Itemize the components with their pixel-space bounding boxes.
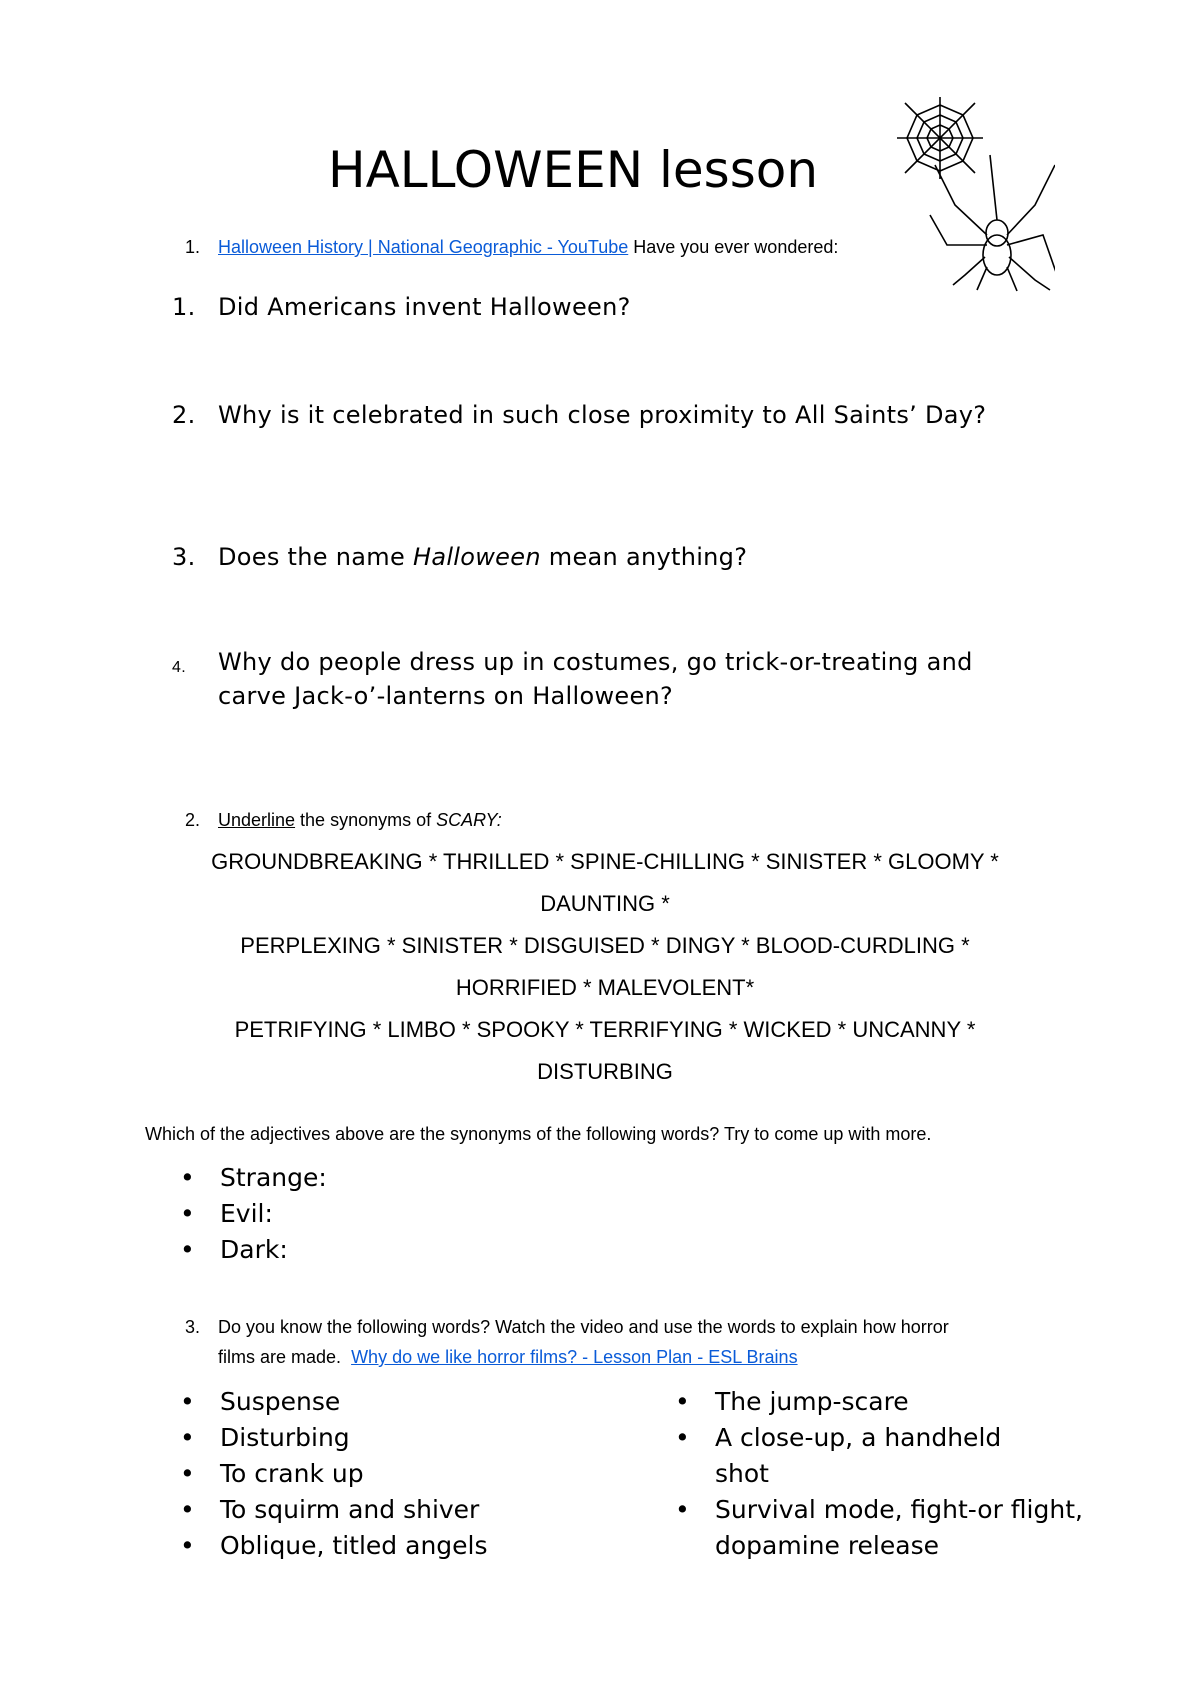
section-2-heading: [218, 808, 502, 832]
page-title: HALLOWEEN lesson: [328, 141, 819, 199]
list-item: [180, 1160, 580, 1196]
question-number: 1.: [172, 293, 196, 321]
section-1-intro: Have you ever wondered:: [628, 237, 839, 257]
list-item: [180, 1384, 620, 1420]
bullet-icon: •: [675, 1387, 690, 1416]
bullet-text: Suspense: [220, 1387, 341, 1416]
list-item: [675, 1384, 1095, 1420]
bullet-icon: •: [180, 1235, 195, 1264]
question-text: Did Americans invent Halloween?: [218, 293, 631, 321]
list-item: [172, 290, 1072, 330]
bullet-text: Dark:: [220, 1235, 288, 1264]
list-item: [180, 1528, 620, 1564]
word-line: PERPLEXING * SINISTER * DISGUISED * DINGY * BLOOD-CURDLING *: [240, 933, 970, 958]
section-3-line-1: Do you know the following words? Watch the video and use the words to explain how horror: [218, 1317, 949, 1337]
section-2-number: 2.: [185, 810, 201, 830]
video-link-esl-brains[interactable]: Why do we like horror films? - Lesson Plan - ESL Brains: [351, 1347, 798, 1367]
list-item: [180, 1492, 620, 1528]
section-3-text: films are made.: [218, 1347, 342, 1367]
question-number: 4.: [172, 659, 186, 676]
bullet-text: Survival mode, fight-or flight, dopamine release: [715, 1495, 1083, 1560]
section-2-keyword: SCARY:: [436, 810, 502, 830]
word-line: GROUNDBREAKING * THRILLED * SPINE-CHILLING * SINISTER * GLOOMY *: [211, 849, 999, 874]
question-text: Why do people dress up in costumes, go trick-or-treating and carve Jack-o’-lanterns on Halloween?: [218, 648, 973, 710]
list-item: [180, 1232, 580, 1268]
bullet-icon: •: [675, 1423, 690, 1452]
question-text: [218, 540, 1058, 574]
bullet-icon: •: [180, 1459, 195, 1488]
section-3-number: 3.: [185, 1317, 201, 1337]
question-text-part: Does the name: [218, 543, 413, 571]
question-text-part: mean anything?: [540, 543, 748, 571]
list-item: [172, 540, 1072, 580]
bullet-icon: •: [180, 1531, 195, 1560]
bullet-icon: •: [180, 1495, 195, 1524]
list-item: [180, 1456, 620, 1492]
bullet-icon: •: [180, 1163, 195, 1192]
bullet-text: A close-up, a handheld shot: [715, 1423, 1002, 1488]
bullet-icon: •: [675, 1495, 690, 1524]
bullet-text: Evil:: [220, 1199, 273, 1228]
bullet-text: To squirm and shiver: [220, 1495, 480, 1524]
question-text: Why is it celebrated in such close proximity to All Saints’ Day?: [218, 401, 987, 429]
list-item: [675, 1492, 1095, 1564]
list-item: [675, 1420, 1095, 1492]
question-number: 3.: [172, 543, 196, 571]
bullet-text: Oblique, titled angels: [220, 1531, 488, 1560]
bullet-icon: •: [180, 1387, 195, 1416]
section-1-number: 1.: [185, 237, 201, 257]
underline-word: Underline: [218, 810, 296, 830]
synonym-prompt: Which of the adjectives above are the synonyms of the following words? Try to come up with more.: [145, 1124, 932, 1144]
word-line: PETRIFYING * LIMBO * SPOOKY * TERRIFYING * WICKED * UNCANNY *: [234, 1017, 976, 1042]
word-line: DAUNTING *: [540, 891, 670, 916]
list-item: [180, 1420, 620, 1456]
list-item: [180, 1196, 580, 1232]
question-italic-word: Halloween: [412, 543, 541, 571]
bullet-text: Strange:: [220, 1163, 327, 1192]
list-item: [172, 398, 1072, 470]
bullet-icon: •: [180, 1199, 195, 1228]
bullet-text: Disturbing: [220, 1423, 350, 1452]
video-link-national-geographic[interactable]: Halloween History | National Geographic - YouTube: [218, 237, 629, 257]
question-number: 2.: [172, 401, 196, 429]
word-line: DISTURBING: [537, 1059, 673, 1084]
section-3-line-2: [218, 1345, 798, 1369]
word-line: HORRIFIED * MALEVOLENT*: [455, 975, 755, 1000]
section-2-text: the synonyms of: [295, 810, 437, 830]
bullet-text: The jump-scare: [715, 1387, 909, 1416]
section-1-heading: [218, 235, 838, 259]
bullet-icon: •: [180, 1423, 195, 1452]
spider-web-icon: [885, 95, 1055, 295]
list-item: [172, 645, 1072, 717]
bullet-text: To crank up: [220, 1459, 364, 1488]
